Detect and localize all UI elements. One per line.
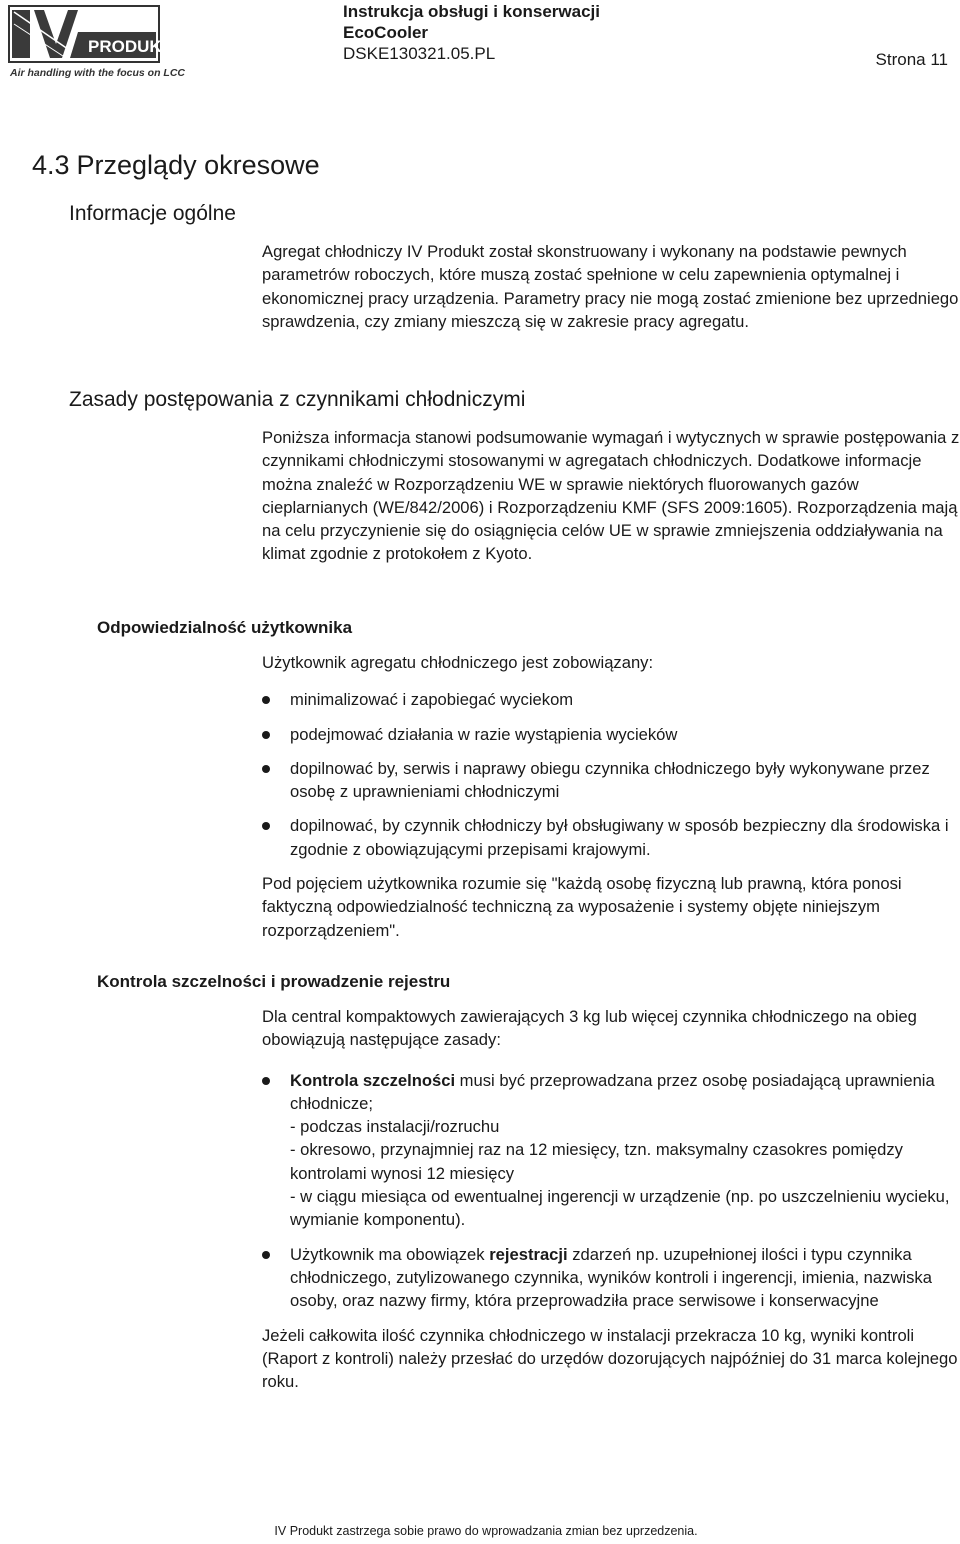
inspection-line-installation: - podczas instalacji/rozruchu — [290, 1117, 500, 1137]
company-logo — [8, 4, 185, 80]
section-number: 4.3 — [32, 150, 70, 180]
bullet-icon — [262, 765, 270, 773]
logo-caption: Air handling with the focus on LCC — [10, 67, 185, 79]
refrigerants-heading: Zasady postępowania z czynnikami chłodniczymi — [69, 388, 526, 411]
refrigerants-paragraph: Poniższa informacja stanowi podsumowanie wymagań i wytycznych w sprawie postępowania z czynnikami chłodniczymi stosowanymi w agregatach chłodniczych. Dodatkowe informacje można znaleźć w Rozporządzeniu WE w sprawie niektórych fluorowanych gazów cieplarnianych (WE/842/2006) i Rozporządzeniu KMF (SFS 2009:1605). Rozporządzenia mają na celu przyczynienie się do osiągnięcia celów UE w sprawie zmniejszenia oddziaływania na klimat zgodnie z protokołem z Kyoto. — [262, 428, 960, 564]
list-item — [262, 757, 960, 804]
user-text-block — [262, 651, 960, 942]
section-heading — [32, 148, 320, 182]
product-name: EcoCooler — [343, 23, 429, 42]
bullet-icon — [262, 731, 270, 739]
registration-text: zdarzeń np. uzupełnionej ilości i typu czynnika chłodniczego, zutylizowanego czynnika, wyników kontroli i ingerencji, imienia, nazwiska osoby, oraz nazwy firmy, która przeprowadziła prace serwisowe i konserwacyjne — [290, 1244, 932, 1311]
general-text-block — [262, 240, 960, 333]
bullet-icon — [262, 1077, 270, 1085]
user-heading: Odpowiedzialność użytkownika — [97, 618, 353, 637]
general-heading: Informacje ogólne — [69, 202, 236, 225]
leak-text-block — [262, 1005, 960, 1393]
refrigerants-text-block — [262, 426, 960, 566]
registration-label: rejestracji — [489, 1244, 568, 1264]
bullet-icon — [262, 696, 270, 704]
user-definition: Pod pojęciem użytkownika rozumie się "każdą osobę fizyczną lub prawną, która ponosi faktyczną odpowiedzialność techniczną za wyposażenie i systemy objęte niniejszym rozporządzeniem". — [262, 874, 902, 940]
section-title: Przeglądy okresowe — [76, 150, 320, 180]
list-item — [262, 1069, 960, 1232]
user-intro: Użytkownik agregatu chłodniczego jest zobowiązany: — [262, 653, 654, 672]
footer-disclaimer: IV Produkt zastrzega sobie prawo do wprowadzania zmian bez uprzedzenia. — [274, 1524, 698, 1538]
list-item — [262, 1243, 960, 1313]
registration-pre: Użytkownik ma obowiązek — [290, 1244, 490, 1264]
iv-produkt-logo-icon — [8, 4, 185, 80]
leak-heading: Kontrola szczelności i prowadzenie rejestru — [97, 972, 451, 991]
bullet-icon — [262, 822, 270, 830]
leak-closing: Jeżeli całkowita ilość czynnika chłodniczego w instalacji przekracza 10 kg, wyniki kontroli (Raport z kontroli) należy przesłać do urzędów dozorujących najpóźniej do 31 marca kolejnego roku. — [262, 1325, 958, 1392]
user-duties-list — [262, 688, 960, 861]
list-item — [262, 688, 960, 711]
list-item-text: podejmować działania w razie wystąpienia wycieków — [290, 724, 678, 744]
inspection-line-after-intervention: - w ciągu miesiąca od ewentualnej ingerencji w urządzenie (np. po uszczelnieniu wycieku, wymianie komponentu). — [290, 1187, 950, 1230]
list-item-text: dopilnować, by czynnik chłodniczy był obsługiwany w sposób bezpieczny dla środowiska i zgodnie z obowiązującymi przepisami krajowymi. — [290, 816, 949, 859]
general-paragraph: Agregat chłodniczy IV Produkt został skonstruowany i wykonany na podstawie pewnych parametrów roboczych, które muszą zostać spełnione w celu zapewnienia optymalnej i ekonomicznej pracy urządzenia. Parametry pracy nie mogą zostać zmienione bez uprzedniego sprawdzenia, czy zmiany mieszczą się w zakresie pracy agregatu. — [262, 242, 959, 331]
list-item — [262, 723, 960, 746]
inspection-line-periodic: - okresowo, przynajmniej raz na 12 miesięcy, tzn. maksymalny czasokres pomiędzy kontrolami wynosi 12 miesięcy — [290, 1140, 903, 1183]
inspection-text: musi być przeprowadzana przez osobę posiadającą uprawnienia chłodnicze; — [290, 1070, 935, 1113]
list-item-text: dopilnować by, serwis i naprawy obiegu czynnika chłodniczego były wykonywane przez osobę z uprawnieniami chłodniczymi — [290, 758, 930, 802]
logo-wordmark: PRODUKT — [88, 37, 173, 56]
document-title: Instrukcja obsługi i konserwacji — [343, 2, 600, 21]
leak-intro: Dla central kompaktowych zawierających 3 kg lub więcej czynnika chłodniczego na obieg obowiązują następujące zasady: — [262, 1007, 917, 1050]
page-number: Strona 11 — [875, 50, 948, 69]
leak-rule-inspection — [290, 1069, 960, 1116]
bullet-icon — [262, 1251, 270, 1259]
list-item — [262, 814, 960, 861]
document-code: DSKE130321.05.PL — [343, 44, 496, 63]
leak-rules-list — [262, 1069, 960, 1313]
inspection-label: Kontrola szczelności — [290, 1070, 456, 1090]
list-item-text: minimalizować i zapobiegać wyciekom — [290, 690, 574, 710]
